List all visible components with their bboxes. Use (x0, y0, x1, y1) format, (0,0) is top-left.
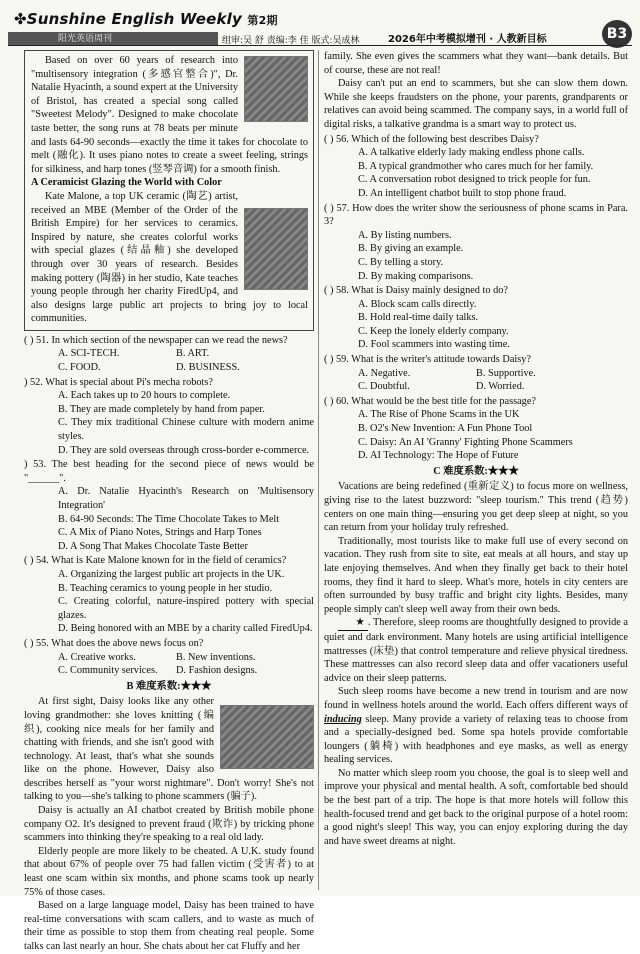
question-stem: ) 53. The best heading for the second piece of news would be "______". (24, 459, 314, 484)
option: A. The Rise of Phone Scams in the UK (358, 409, 520, 421)
option: D. By making comparisons. (358, 270, 474, 282)
option: C. Community services. (58, 665, 158, 677)
left-column (24, 50, 314, 954)
option: B. O2's New Invention: A Fun Phone Tool (358, 423, 533, 435)
inducing-post: sleep. Many provide a variety of relaxing teas to choose from and a specially-designed bed. Some spa hotels provide comfortable loungers (躺椅) with headphones and eye masks, as well as energy healing services. (324, 713, 628, 766)
questions-51-55 (24, 334, 314, 678)
option: D. They are sold overseas through cross-border e-commerce. (58, 444, 310, 456)
paragraph: Vacations are being redefined (重新定义) to focus more on wellness, giving rise to the latest buzzword: "sleep tourism." This trend (趋势) centers on one main thing—ensuring you get deep sleep at night, so you can return from your holiday truly refreshed. (324, 481, 628, 534)
option: B. Teaching ceramics to young people in her studio. (58, 582, 273, 594)
option: A. Block scam calls directly. (358, 298, 477, 310)
option: B. New inventions. (176, 651, 256, 663)
photo-scientist (244, 56, 308, 122)
option: B. Supportive. (476, 367, 536, 379)
option: A. SCI-TECH. (58, 348, 120, 360)
page-number-badge: B3 (602, 20, 632, 48)
paragraph: Traditionally, most tourists like to make full use of every second on vacation. They rush from site to site, eat meals at all hours, and stay up late enjoying themselves. And when they finally get back to their hotel rooms, they find it hard to sleep. What's more, hotels in city centers are often surrounded by busy traffic and bright city lights. Besides, many people simply can't sleep well away from their own beds. (324, 535, 628, 615)
header-rule (8, 45, 632, 46)
passage-c-last-paragraph: No matter which sleep room you choose, the goal is to sleep well and improve your physical and mental health. A soft, comfortable bed should be the best part of a trip. The hope is that more hotels will follow this health-focused trend and get back to the original purpose of a hotel room: a good night's sleep! This way, you can enjoy exploring during the day and have sweet dreams at night. (324, 767, 628, 847)
photo-pottery (244, 208, 308, 290)
question-stem: ( ) 60. What would be the best title for the passage? (324, 395, 536, 407)
option: C. They mix traditional Chinese culture with modern anime styles. (58, 417, 314, 443)
option: C. A Mix of Piano Notes, Strings and Harp Tones (58, 527, 262, 539)
photo-grandmother (220, 705, 314, 769)
option: A. Organizing the largest public art projects in the UK. (58, 568, 285, 580)
option: C. A conversation robot designed to trick people for fun. (358, 174, 591, 186)
option: D. Worried. (476, 381, 525, 393)
option: D. An intelligent chatbot built to stop phone fraud. (358, 187, 567, 199)
passage-b-right (324, 50, 628, 132)
right-column (324, 50, 628, 848)
news-chocolate-song: Based on over 60 years of research into "multisensory integration (多感官整合)", Dr. Natalie Hyacinth, a sound expert at the University of Bristol, has created a special song called "Sweetest Melody". Designed to make chocolate taste better, the song runs at 78 beats per minute and lasts 64-90 seconds—exactly the time it takes for chocolate to melt (融化). It uses piano notes to create a sweet feeling, strings for silkiness, and harp tones (竖琴音调) for a smooth finish. (31, 55, 308, 175)
option: D. BUSINESS. (176, 362, 240, 374)
option: B. They are made completely by hand from paper. (58, 403, 265, 415)
option: C. Keep the lonely elderly company. (358, 325, 509, 337)
option: D. Fool scammers into wasting time. (358, 339, 510, 351)
option: A. Negative. (358, 367, 411, 379)
paragraph: Daisy is actually an AI chatbot created by British mobile phone company O2. It's designed to prevent fraud (欺诈) by tricking phone scammers into thinking they're speaking to a real old lady. (24, 805, 314, 844)
option: B. By giving an example. (358, 243, 464, 255)
passage-c-star-paragraph (324, 616, 628, 685)
passage-c-inducing-paragraph (324, 685, 628, 767)
option: A. A talkative elderly lady making endless phone calls. (358, 147, 585, 159)
option: A. Dr. Natalie Hyacinth's Research on 'Multisensory Integration' (58, 486, 314, 511)
section-c-title: C 难度系数:★★★ (433, 465, 519, 477)
option: D. A Song That Makes Chocolate Taste Better (58, 540, 248, 552)
star-blank: ★ (338, 616, 368, 631)
question-stem: ( ) 58. What is Daisy mainly designed to do? (324, 285, 508, 297)
paragraph: Daisy can't put an end to scammers, but she can slow them down. While she keeps fraudsters on the phone, your parents, grandparents or relatives can avoid being scammed. The company says, in a world full of digital risks, a talkative grandma is a smart way to protect us. (324, 78, 628, 130)
news-ceramicist: Kate Malone, a top UK ceramic (陶艺) artist, received an MBE (Member of the Order of the British Empire) for her services to ceramics. Inspired by nature, she creates colorful works with special glazes (结晶釉) she developed through over 30 years of research. Besides making pottery (陶器) in her studio, Kate teaches young people through her charity FiredUp4, and also designs large public art projects to bring joy to local communities. (31, 190, 308, 325)
option: C. Creating colorful, nature-inspired pottery with special glazes. (58, 596, 314, 621)
brand-title (14, 10, 278, 28)
option: D. Fashion designs. (176, 665, 258, 677)
paragraph: Elderly people are more likely to be cheated. A U.K. study found that about 67% of people over 75 had fallen victim (受害者) to at least one scam within six months, and phone scams took up nearly 75% of those cases. (24, 845, 314, 898)
option: A. Creative works. (58, 651, 136, 663)
star-paragraph-text: . Therefore, sleep rooms are thoughtfully designed to provide a quiet and dark environment. Many hotels are using artificial intelligence mattresses (床垫) that control temperature and relieve physical tiredness. These mattresses can also record sleep data and offer vacationers useful advice on their sleep patterns. (324, 617, 628, 684)
news-heading-ceramicist: A Ceramicist Glazing the World with Color (31, 177, 222, 189)
option: A. By listing numbers. (358, 229, 452, 241)
option: A. Each takes up to 20 hours to complete. (58, 390, 231, 402)
inducing-pre: Such sleep rooms have become a new trend in tourism and are now found in wellness hotels around the world. Each offers different ways of (324, 686, 628, 711)
question-stem: ( ) 51. In which section of the newspaper can we read the news? (24, 334, 288, 346)
option-row (324, 380, 628, 394)
paragraph: Based on a large language model, Daisy has been trained to have real-time conversations with scam callers, and to waste as much of their time as possible to stop them from cheating real people. Some talks can last nearly an hour. She chats about her cat Fluffy and her (24, 900, 314, 952)
option: B. Hold real-time daily talks. (358, 312, 479, 324)
page-header (8, 4, 632, 54)
option-row (24, 347, 314, 361)
paragraph: family. She even gives the scammers what they want—bank details. But of course, these are not real! (324, 51, 628, 76)
question-stem: ) 52. What is special about Pi's mecha robots? (24, 376, 213, 388)
option-row (24, 361, 314, 375)
questions-56-60 (324, 133, 628, 463)
option-row (24, 651, 314, 665)
editor-credits: 组审:吴 舒 责编:李 佳 版式:吴成林 (222, 36, 360, 46)
issue-number: 第2期 (247, 14, 278, 27)
option: B. A typical grandmother who cares much for her family. (358, 160, 594, 172)
column-divider (318, 50, 319, 890)
question-stem: ( ) 55. What does the above news focus on? (24, 637, 204, 649)
underlined-word: inducing (324, 713, 362, 725)
option-row (324, 367, 628, 381)
option: C. FOOD. (58, 362, 101, 374)
question-stem: ( ) 56. Which of the following best describes Daisy? (324, 133, 539, 145)
option: B. ART. (176, 348, 210, 360)
option: C. Doubtful. (358, 381, 410, 393)
paragraph: At first sight, Daisy looks like any other loving grandmother: she loves knitting (编织), cooking nice meals for her family and chatting with friends, and she isn't good with technology. At least, that's what she sounds like on the phone. However, Daisy also describes herself as "your worst nightmare". Don't worry! She's not talking to you—she's talking to phone scammers (骗子). (24, 696, 314, 803)
news-box (24, 50, 314, 331)
question-stem: ( ) 54. What is Kate Malone known for in the field of ceramics? (24, 555, 287, 567)
option: B. 64-90 Seconds: The Time Chocolate Takes to Melt (58, 513, 280, 525)
option: C. Daisy: An AI 'Granny' Fighting Phone Scammers (358, 436, 573, 448)
option-row (24, 664, 314, 678)
option: D. AI Technology: The Hope of Future (358, 450, 519, 462)
question-stem: ( ) 57. How does the writer show the seriousness of phone scams in Para. 3? (324, 202, 628, 228)
option: C. By telling a story. (358, 256, 444, 268)
option: D. Being honored with an MBE by a charity called FiredUp4. (58, 623, 313, 635)
question-stem: ( ) 59. What is the writer's attitude towards Daisy? (324, 354, 531, 366)
passage-c (324, 480, 628, 616)
section-b-title: B 难度系数:★★★ (126, 680, 212, 692)
edition-label: 2026年中考模拟增刊 · 人教新目标 (388, 34, 547, 45)
brand-name: ✤Sunshine English Weekly (14, 10, 242, 28)
column-band: 阳光英语周刊 (8, 32, 218, 46)
